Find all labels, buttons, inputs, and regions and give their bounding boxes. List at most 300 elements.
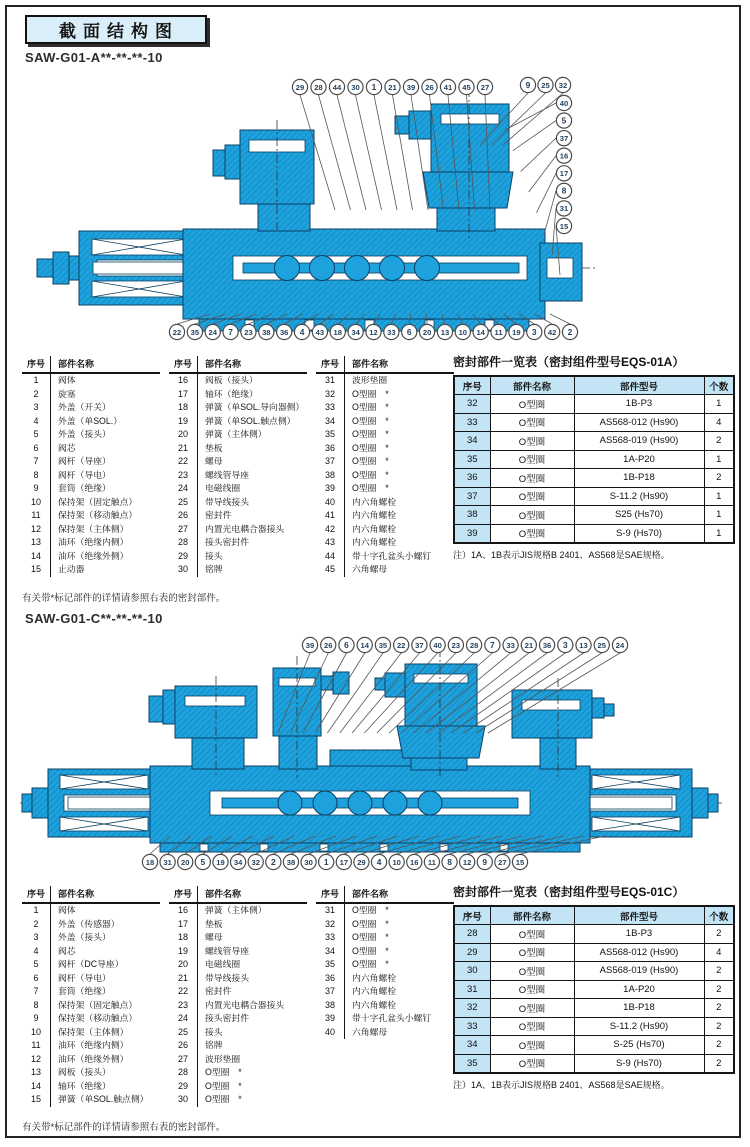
- parts-row: [22, 918, 160, 932]
- part-number: 24: [169, 1012, 198, 1026]
- part-name: 带导线接头: [205, 972, 249, 983]
- part-number: 39: [316, 1012, 345, 1026]
- part-name: 六角螺母: [352, 1026, 388, 1037]
- svg-text:25: 25: [541, 80, 550, 90]
- svg-text:30: 30: [304, 857, 313, 867]
- part-name: 接头密封件: [205, 537, 249, 547]
- parts-row: [22, 1026, 160, 1040]
- seal-part-name: O型圈: [490, 962, 574, 981]
- parts-row: [316, 509, 454, 523]
- parts-row: [22, 509, 160, 523]
- seal-row: [454, 469, 734, 488]
- seal-row: [454, 980, 734, 999]
- svg-text:28: 28: [469, 640, 479, 650]
- parts-row: [316, 1026, 454, 1040]
- part-number: 20: [169, 428, 198, 442]
- svg-text:28: 28: [314, 82, 323, 92]
- part-number: 20: [169, 958, 198, 972]
- callout-33: [503, 637, 518, 652]
- parts-row: [22, 563, 160, 577]
- seal-row: [454, 524, 734, 543]
- part-number: 28: [169, 1066, 198, 1080]
- part-number: 38: [316, 469, 345, 483]
- part-name: O型圈 *: [352, 388, 389, 399]
- parts-row: [169, 442, 307, 456]
- part-name: 垫板: [205, 442, 223, 453]
- parts-row: [169, 509, 307, 523]
- svg-text:29: 29: [357, 857, 366, 867]
- part-number: 5: [22, 428, 51, 442]
- seal-part-name: O型圈: [490, 450, 574, 469]
- parts-row: [169, 1026, 307, 1040]
- part-number: 1: [22, 904, 51, 918]
- part-number: 8: [22, 469, 51, 483]
- parts-row: [169, 1053, 307, 1067]
- callout-1: [366, 79, 381, 94]
- parts-table-header: 序号 部件名称: [169, 356, 307, 374]
- parts-row: [22, 999, 160, 1013]
- part-number: 15: [22, 1093, 51, 1107]
- callout-13: [576, 637, 591, 652]
- seal-part-name: O型圈: [490, 413, 574, 432]
- part-name: 外盖（接头）: [58, 932, 111, 942]
- svg-text:34: 34: [233, 857, 243, 867]
- svg-text:3: 3: [562, 639, 568, 650]
- callout-25: [538, 77, 553, 92]
- callout-6: [339, 637, 354, 652]
- callout-17: [556, 166, 571, 181]
- part-number: 29: [169, 1080, 198, 1094]
- seal-parts-section-c: [453, 883, 737, 1091]
- parts-row: [22, 1066, 160, 1080]
- parts-row: [316, 931, 454, 945]
- part-name: O型圈 *: [352, 402, 389, 412]
- part-number: 22: [169, 985, 198, 999]
- callout-12: [366, 324, 381, 339]
- callout-1: [319, 854, 334, 869]
- part-number: 3: [22, 931, 51, 945]
- callout-22: [394, 637, 409, 652]
- part-name: 电磁线圈: [205, 959, 241, 969]
- part-number: 8: [22, 999, 51, 1013]
- parts-row: [22, 1080, 160, 1094]
- svg-text:17: 17: [559, 169, 569, 179]
- svg-text:20: 20: [181, 857, 190, 867]
- seal-header-cell: 部件名称: [490, 376, 574, 395]
- part-number: 35: [316, 958, 345, 972]
- part-name: 阀体: [58, 905, 76, 915]
- parts-row: [169, 904, 307, 918]
- callout-32: [248, 854, 263, 869]
- part-number: 14: [22, 550, 51, 564]
- seal-no: 32: [454, 395, 490, 414]
- part-number: 4: [22, 415, 51, 429]
- part-name: 油环（绝缘外侧）: [58, 550, 129, 561]
- parts-row: [169, 523, 307, 537]
- seal-header-cell: 序号: [454, 376, 490, 395]
- part-name: 弹簧（主体侧）: [205, 905, 267, 915]
- seal-row: [454, 943, 734, 962]
- callout-31: [160, 854, 175, 869]
- parts-row: [22, 455, 160, 469]
- svg-text:7: 7: [490, 639, 495, 650]
- parts-row: [22, 401, 160, 415]
- parts-table-header: 序号 部件名称: [22, 886, 160, 904]
- svg-text:9: 9: [525, 79, 531, 90]
- callout-24: [205, 324, 220, 339]
- part-number: 26: [169, 509, 198, 523]
- parts-row: [169, 1012, 307, 1026]
- svg-text:16: 16: [410, 857, 419, 867]
- part-number: 19: [169, 945, 198, 959]
- seal-qty: 2: [704, 999, 734, 1018]
- callout-10: [455, 324, 470, 339]
- svg-text:23: 23: [244, 327, 253, 337]
- callout-28: [467, 637, 482, 652]
- svg-text:14: 14: [476, 327, 485, 337]
- part-number: 17: [169, 388, 198, 402]
- seal-no: 28: [454, 925, 490, 944]
- part-number: 35: [316, 428, 345, 442]
- callouts: [556, 95, 571, 233]
- callout-29: [354, 854, 369, 869]
- parts-row: [22, 972, 160, 986]
- svg-text:1: 1: [371, 81, 377, 92]
- callout-27: [495, 854, 510, 869]
- seal-row: [454, 1017, 734, 1036]
- parts-note-c: 有关带*标记部件的详情请参照右表的密封部件。: [22, 1122, 226, 1133]
- callout-7: [223, 324, 238, 339]
- callout-20: [178, 854, 193, 869]
- part-name: 内六角螺栓: [352, 510, 396, 520]
- svg-text:27: 27: [498, 857, 507, 867]
- part-name: O型圈 *: [352, 932, 389, 942]
- part-name: 密封件: [205, 510, 232, 520]
- callout-18: [142, 854, 157, 869]
- parts-row: [316, 523, 454, 537]
- callout-2: [562, 324, 577, 339]
- svg-text:39: 39: [406, 82, 416, 92]
- seal-qty: 2: [704, 1036, 734, 1055]
- svg-text:34: 34: [351, 327, 360, 337]
- callout-45: [459, 79, 474, 94]
- part-name: O型圈 *: [352, 429, 389, 439]
- part-name: 波形垫圈: [352, 375, 388, 385]
- part-name: 阀芯: [58, 945, 76, 956]
- seal-table-note-c: 注）1A、1B表示JIS规格B 2401、AS568是SAE规格。: [453, 1080, 670, 1090]
- part-name: 内六角螺栓: [352, 986, 396, 996]
- part-number: 23: [169, 469, 198, 483]
- seal-no: 38: [454, 506, 490, 525]
- parts-row: [316, 482, 454, 496]
- seal-header-cell: 部件名称: [490, 906, 574, 925]
- parts-row: [169, 415, 307, 429]
- seal-part-name: O型圈: [490, 432, 574, 451]
- parts-row: [169, 374, 307, 388]
- part-number: 27: [169, 1053, 198, 1067]
- part-name: O型圈 *: [352, 483, 389, 493]
- part-number: 45: [316, 563, 345, 577]
- callout-44: [329, 79, 344, 94]
- part-number: 17: [169, 918, 198, 932]
- svg-text:27: 27: [480, 82, 490, 92]
- part-name: 内六角螺栓: [352, 972, 396, 983]
- callout-4: [371, 854, 386, 869]
- parts-table-a: [22, 356, 463, 577]
- seal-table-c: [453, 905, 735, 1074]
- svg-text:38: 38: [262, 327, 271, 337]
- part-name: 保持架（固定触点）: [58, 496, 138, 507]
- part-number: 16: [169, 374, 198, 388]
- svg-text:23: 23: [451, 640, 461, 650]
- part-number: 21: [169, 442, 198, 456]
- parts-row: [169, 945, 307, 959]
- callout-23: [241, 324, 256, 339]
- parts-note-a: 有关带*标记部件的详情请参照右表的密封部件。: [22, 593, 226, 604]
- part-number: 1: [22, 374, 51, 388]
- parts-table-group: [316, 356, 454, 577]
- part-number: 15: [22, 563, 51, 577]
- callout-19: [509, 324, 524, 339]
- parts-row: [169, 455, 307, 469]
- seal-part-type: S-9 (Hs70): [574, 524, 704, 543]
- part-name: 阀芯: [58, 442, 76, 453]
- part-name: 内六角螺栓: [352, 999, 396, 1010]
- callout-20: [419, 324, 434, 339]
- part-name: 接头密封件: [205, 1013, 249, 1023]
- parts-table-header: 序号 部件名称: [316, 886, 454, 904]
- svg-text:1: 1: [323, 856, 329, 867]
- seal-qty: 2: [704, 432, 734, 451]
- seal-header-cell: 个数: [704, 906, 734, 925]
- part-name: 旋塞: [58, 388, 76, 399]
- part-name: 保持架（移动触点）: [58, 510, 138, 520]
- part-number: 9: [22, 482, 51, 496]
- svg-text:15: 15: [559, 221, 569, 231]
- part-name: 阀杆（导电）: [58, 469, 111, 480]
- part-name: O型圈 *: [352, 918, 389, 929]
- parts-row: [169, 958, 307, 972]
- callout-16: [556, 148, 571, 163]
- svg-text:31: 31: [163, 857, 172, 867]
- part-number: 39: [316, 482, 345, 496]
- svg-text:14: 14: [360, 640, 369, 650]
- seal-part-name: O型圈: [490, 506, 574, 525]
- seal-row: [454, 925, 734, 944]
- seal-header-cell: 个数: [704, 376, 734, 395]
- parts-row: [316, 985, 454, 999]
- callout-11: [491, 324, 506, 339]
- seal-qty: 1: [704, 487, 734, 506]
- parts-table-header: 序号 部件名称: [316, 356, 454, 374]
- seal-part-type: 1B-P3: [574, 925, 704, 944]
- svg-text:2: 2: [270, 856, 276, 867]
- seal-row: [454, 506, 734, 525]
- svg-text:8: 8: [447, 856, 452, 867]
- parts-table-group: [316, 886, 454, 1107]
- parts-row: [169, 469, 307, 483]
- part-number: 37: [316, 985, 345, 999]
- callout-26: [321, 637, 336, 652]
- part-name: 弹簧（单SOL.导向器侧）: [205, 402, 305, 412]
- parts-row: [22, 550, 160, 564]
- parts-row: [169, 999, 307, 1013]
- seal-part-type: 1A-P20: [574, 450, 704, 469]
- svg-text:3: 3: [531, 326, 537, 337]
- callouts: [520, 77, 570, 92]
- svg-text:35: 35: [190, 327, 200, 337]
- part-number: 14: [22, 1080, 51, 1094]
- seal-no: 37: [454, 487, 490, 506]
- part-name: 内六角螺栓: [352, 523, 396, 534]
- seal-no: 34: [454, 1036, 490, 1055]
- svg-text:22: 22: [172, 327, 182, 337]
- svg-text:26: 26: [425, 82, 434, 92]
- part-number: 43: [316, 536, 345, 550]
- part-name: 油环（绝缘内侧）: [58, 537, 129, 547]
- seal-part-type: AS568-019 (Hs90): [574, 432, 704, 451]
- callouts: [142, 854, 527, 869]
- parts-row: [316, 442, 454, 456]
- parts-row: [169, 931, 307, 945]
- part-name: 铭牌: [205, 564, 223, 574]
- callout-42: [545, 324, 560, 339]
- seal-no: 35: [454, 450, 490, 469]
- parts-row: [169, 536, 307, 550]
- part-number: 2: [22, 918, 51, 932]
- svg-text:18: 18: [333, 327, 342, 337]
- callout-14: [473, 324, 488, 339]
- callout-39: [302, 637, 317, 652]
- seal-part-name: O型圈: [490, 1054, 574, 1073]
- part-name: O型圈 *: [352, 415, 389, 426]
- part-name: 电磁线圈: [205, 483, 241, 493]
- svg-text:13: 13: [579, 640, 588, 650]
- parts-row: [22, 904, 160, 918]
- part-name: O型圈 *: [352, 945, 389, 956]
- seal-part-name: O型圈: [490, 395, 574, 414]
- seal-part-name: O型圈: [490, 1036, 574, 1055]
- part-name: O型圈 *: [352, 469, 389, 480]
- seal-row: [454, 450, 734, 469]
- part-name: 阀杆（导座）: [58, 456, 111, 466]
- seal-header-cell: 部件型号: [574, 376, 704, 395]
- parts-row: [169, 563, 307, 577]
- parts-row: [22, 958, 160, 972]
- seal-qty: 2: [704, 1017, 734, 1036]
- callout-41: [440, 79, 455, 94]
- svg-text:10: 10: [392, 857, 401, 867]
- svg-text:6: 6: [406, 326, 412, 337]
- part-number: 32: [316, 918, 345, 932]
- parts-row: [169, 1039, 307, 1053]
- parts-table-group: [169, 886, 307, 1107]
- svg-text:12: 12: [462, 857, 472, 867]
- callout-13: [437, 324, 452, 339]
- seal-row: [454, 487, 734, 506]
- seal-part-type: 1B-P18: [574, 469, 704, 488]
- part-name: 垫板: [205, 918, 223, 929]
- part-name: O型圈 *: [352, 905, 389, 915]
- callout-9: [477, 854, 492, 869]
- svg-text:12: 12: [369, 327, 378, 337]
- part-name: 接头: [205, 1026, 223, 1037]
- seal-header-row: [454, 906, 734, 925]
- svg-text:37: 37: [415, 640, 424, 650]
- valve-cross-section-diagram-a: [35, 70, 715, 360]
- part-number: 30: [169, 563, 198, 577]
- parts-row: [316, 469, 454, 483]
- seal-part-type: AS568-019 (Hs90): [574, 962, 704, 981]
- model-label-a: SAW-G01-A**-**-**-10: [25, 50, 163, 65]
- seal-no: 33: [454, 413, 490, 432]
- svg-text:18: 18: [145, 857, 155, 867]
- seal-no: 34: [454, 432, 490, 451]
- seal-qty: 2: [704, 925, 734, 944]
- part-number: 22: [169, 455, 198, 469]
- callout-5: [556, 113, 571, 128]
- callout-19: [213, 854, 228, 869]
- svg-text:6: 6: [344, 639, 349, 650]
- part-number: 36: [316, 972, 345, 986]
- parts-row: [22, 1053, 160, 1067]
- part-name: 阀板（接头）: [58, 1067, 111, 1077]
- svg-text:16: 16: [559, 151, 569, 161]
- part-number: 25: [169, 1026, 198, 1040]
- part-name: O型圈 *: [205, 1067, 242, 1077]
- callout-34: [230, 854, 245, 869]
- part-name: 阀体: [58, 375, 76, 385]
- part-name: 带十字孔盆头小螺钉: [352, 550, 432, 561]
- parts-row: [316, 536, 454, 550]
- parts-table-c: [22, 886, 463, 1107]
- part-name: 保持架（固定触点）: [58, 999, 138, 1010]
- parts-row: [22, 985, 160, 999]
- parts-row: [169, 1080, 307, 1094]
- callout-31: [556, 201, 571, 216]
- part-name: 外盖（开关）: [58, 402, 111, 412]
- svg-text:4: 4: [376, 856, 382, 867]
- parts-row: [316, 496, 454, 510]
- seal-part-name: O型圈: [490, 469, 574, 488]
- part-number: 21: [169, 972, 198, 986]
- parts-row: [22, 1012, 160, 1026]
- part-number: 9: [22, 1012, 51, 1026]
- svg-text:19: 19: [512, 327, 521, 337]
- part-number: 3: [22, 401, 51, 415]
- seal-part-name: O型圈: [490, 980, 574, 999]
- part-number: 7: [22, 455, 51, 469]
- callout-17: [336, 854, 351, 869]
- part-name: 弹簧（单SOL.触点侧）: [205, 415, 296, 426]
- callout-35: [187, 324, 202, 339]
- parts-row: [22, 945, 160, 959]
- parts-row: [316, 374, 454, 388]
- callout-21: [521, 637, 536, 652]
- part-name: O型圈 *: [205, 1094, 242, 1104]
- part-number: 36: [316, 442, 345, 456]
- part-name: 带导线接头: [205, 496, 249, 507]
- part-name: 外盖（接头）: [58, 429, 111, 439]
- parts-row: [316, 1012, 454, 1026]
- parts-row: [316, 999, 454, 1013]
- part-number: 12: [22, 1053, 51, 1067]
- callout-27: [477, 79, 492, 94]
- part-number: 2: [22, 388, 51, 402]
- callout-9: [520, 77, 535, 92]
- svg-text:36: 36: [279, 327, 289, 337]
- parts-row: [169, 550, 307, 564]
